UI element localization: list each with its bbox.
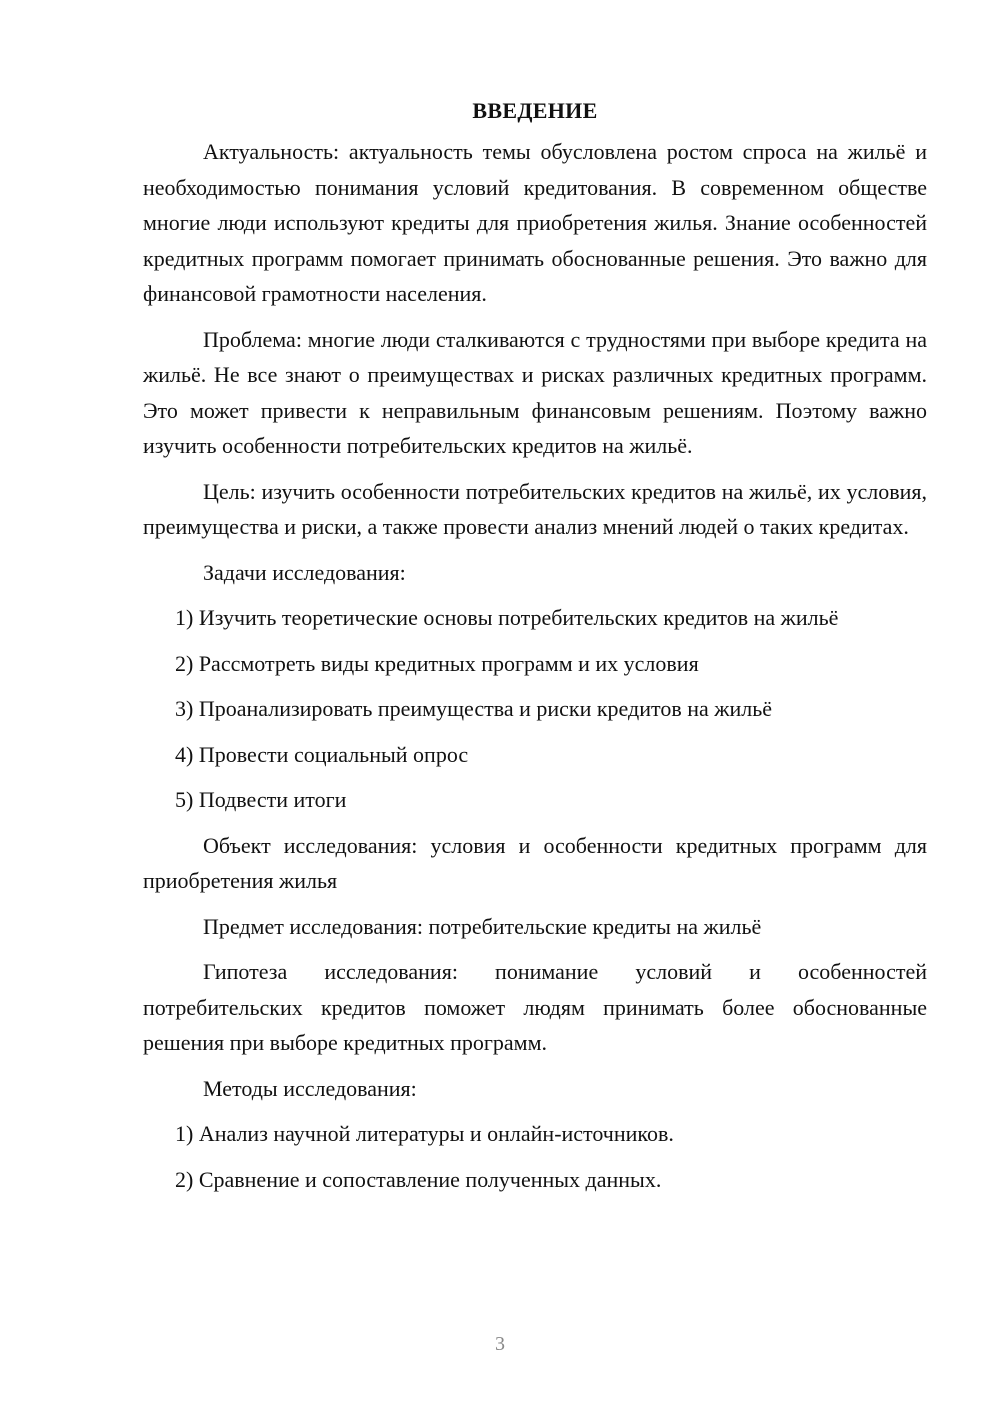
tasks-list (143, 600, 927, 818)
methods-title: Методы исследования: (203, 1075, 417, 1101)
paragraph-hypothesis: Гипотеза исследования: понимание условий и особенностей потребительских кредитов поможет людям принимать более обоснованные решения при выборе кредитных программ. (143, 959, 927, 1055)
methods-list (143, 1116, 927, 1197)
paragraph-problem: Проблема: многие люди сталкиваются с трудностями при выборе кредита на жильё. Не все знают о преимуществах и рисках различных кредитных программ. Это может привести к неправильным финансовым решениям. Поэтому важно изучить особенности потребительских кредитов на жильё. (143, 326, 927, 458)
task-item-4: 4) Провести социальный опрос (175, 741, 469, 767)
paragraph-relevance: Актуальность: актуальность темы обусловлена ростом спроса на жильё и необходимостью понимания условий кредитования. В современном обществе многие люди используют кредиты для приобретения жилья. Знание особенностей кредитных программ помогает принимать обоснованные решения. Это важно для финансовой грамотности населения. (143, 139, 927, 306)
paragraph-object: Объект исследования: условия и особенности кредитных программ для приобретения жилья (143, 832, 927, 893)
method-item-1: 1) Анализ научной литературы и онлайн-источников. (175, 1121, 674, 1146)
paragraph-subject: Предмет исследования: потребительские кредиты на жильё (203, 913, 762, 939)
task-item-2: 2) Рассмотреть виды кредитных программ и их условия (175, 650, 699, 676)
paragraph-goal: Цель: изучить особенности потребительских кредитов на жильё, их условия, преимущества и риски, а также провести анализ мнений людей о таких кредитах. (143, 478, 927, 539)
section-heading: ВВЕДЕНИЕ (472, 98, 598, 123)
task-item-1: 1) Изучить теоретические основы потребительских кредитов на жильё (175, 605, 839, 630)
method-item-2: 2) Сравнение и сопоставление полученных данных. (175, 1166, 662, 1192)
task-item-3: 3) Проанализировать преимущества и риски кредитов на жильё (175, 696, 772, 721)
task-item-5: 5) Подвести итоги (175, 787, 347, 812)
tasks-title: Задачи исследования: (203, 559, 406, 585)
page-number: 3 (495, 1333, 505, 1355)
document-page (143, 96, 927, 1207)
